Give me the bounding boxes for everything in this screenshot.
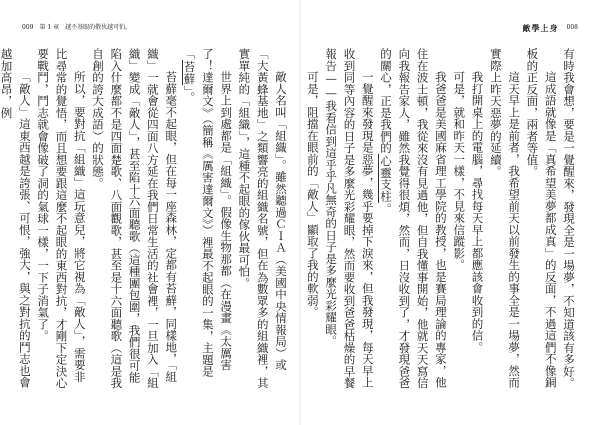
paragraph: 可是，阻擋在眼前的「敵人」顯取了我的軟弱。: [305, 71, 320, 318]
paragraph: 所以，要對抗「組織」這玩意兒，將它視為「敵人」，需要非比尋常的覺悟，而且想要跟這麼不起眼的東西對抗，才剛下定決心要戰鬥，鬥志就會像破了洞的氣球一樣，一下子消氣了。: [36, 48, 87, 389]
paragraph: 苔蘚毫不起眼，但在每一座森林，定都有苔蘚，同樣地，「組織」一就會從四面八方延在我們日常生活的社會裡，一旦加入「組織」變成「敵人」，甚至陷十六面聽歌（這種團包圍，我們很可能陷入什麼都不是四面楚歌、八面觀歌，甚至是十六面聽歌（這是我自創的誇大成語）的狀態。: [91, 48, 179, 389]
emphasized-text: 苔蘚: [182, 60, 197, 85]
paragraph-text: 我爸爸是美國麻省理工學院的教授，也是賽局理論的專家，他住在波士頓，我從來沒有見過他，但自我懂事開始，他就天天寫信向我報告家人，雖然我覺得很煩，然而，日沒收到了，才發現爸爸的關心，正是我們的: [379, 48, 448, 389]
right-page-body: [305, 48, 578, 393]
paragraph: 一覺醒來發現是惡夢，幾乎要掉下淚來，但我發現，每天早上收到同等內容的日子是多麼光彩耀眼，然而要收到爸爸枯燥的早餐報告——我看信到這乎乎凡無奇的日子是多麼光彩耀眼。: [324, 48, 375, 389]
paragraph: [377, 48, 450, 393]
chapter-label: 第 1 章: [39, 24, 60, 31]
paragraph-text: 。: [379, 202, 394, 215]
right-page-number: 008: [566, 24, 578, 31]
book-title: 敵學上身: [522, 23, 559, 33]
left-page-header: [22, 24, 131, 32]
paragraph: 有時我會想，要是一覺醒來，發現全是一場夢，不知道該有多好。: [562, 48, 576, 389]
paragraph: 可是，就和昨天一樣，不見來信蹤影。: [452, 71, 467, 271]
chapter-title: 越不基眼的敬伙越可怕。: [65, 24, 132, 31]
paragraph: 這成語就像是「真希望美夢都成真」的反面，不過這們不像銅板的正反面，兩者等值。: [525, 48, 558, 389]
right-page-header: [523, 24, 578, 32]
paragraph: 我打開桌上的電腦，尋找每天早上都應該會收到的信。: [470, 71, 485, 353]
paragraph: [180, 48, 235, 393]
book-gutter: [299, 0, 301, 425]
paragraph: 「敵人」這東西越是誇張、可恨，強大，與之對抗的鬥志也會越加高昂，例: [0, 48, 32, 389]
paragraph: 敵人名叫「組織」。雖然聽過ＣＩＡ（美國中央情報局）或「大黃蜂基地」之類響亮的組織名號，但在為數眾多的組織裡，其實單純的「組織」，這種不起眼的傢伙最可怕。: [237, 48, 288, 389]
emphasized-text: 心靈支柱: [379, 154, 394, 202]
paragraph-text: 」。: [182, 85, 197, 103]
left-page-body: [0, 48, 290, 393]
paragraph: 這天早上是前者，我希望前天以前發生的事全是一場夢，然而實際上昨天惡夢的延續。: [488, 48, 522, 389]
left-page-number: 009: [22, 24, 34, 31]
paragraph-text: 世界上到處都是「組織」。假像生物那都（在漫畫《太厲害了！達爾文》（簡稱《厲害達爾文》）裡最不起眼的一集，主題是「: [182, 48, 234, 378]
